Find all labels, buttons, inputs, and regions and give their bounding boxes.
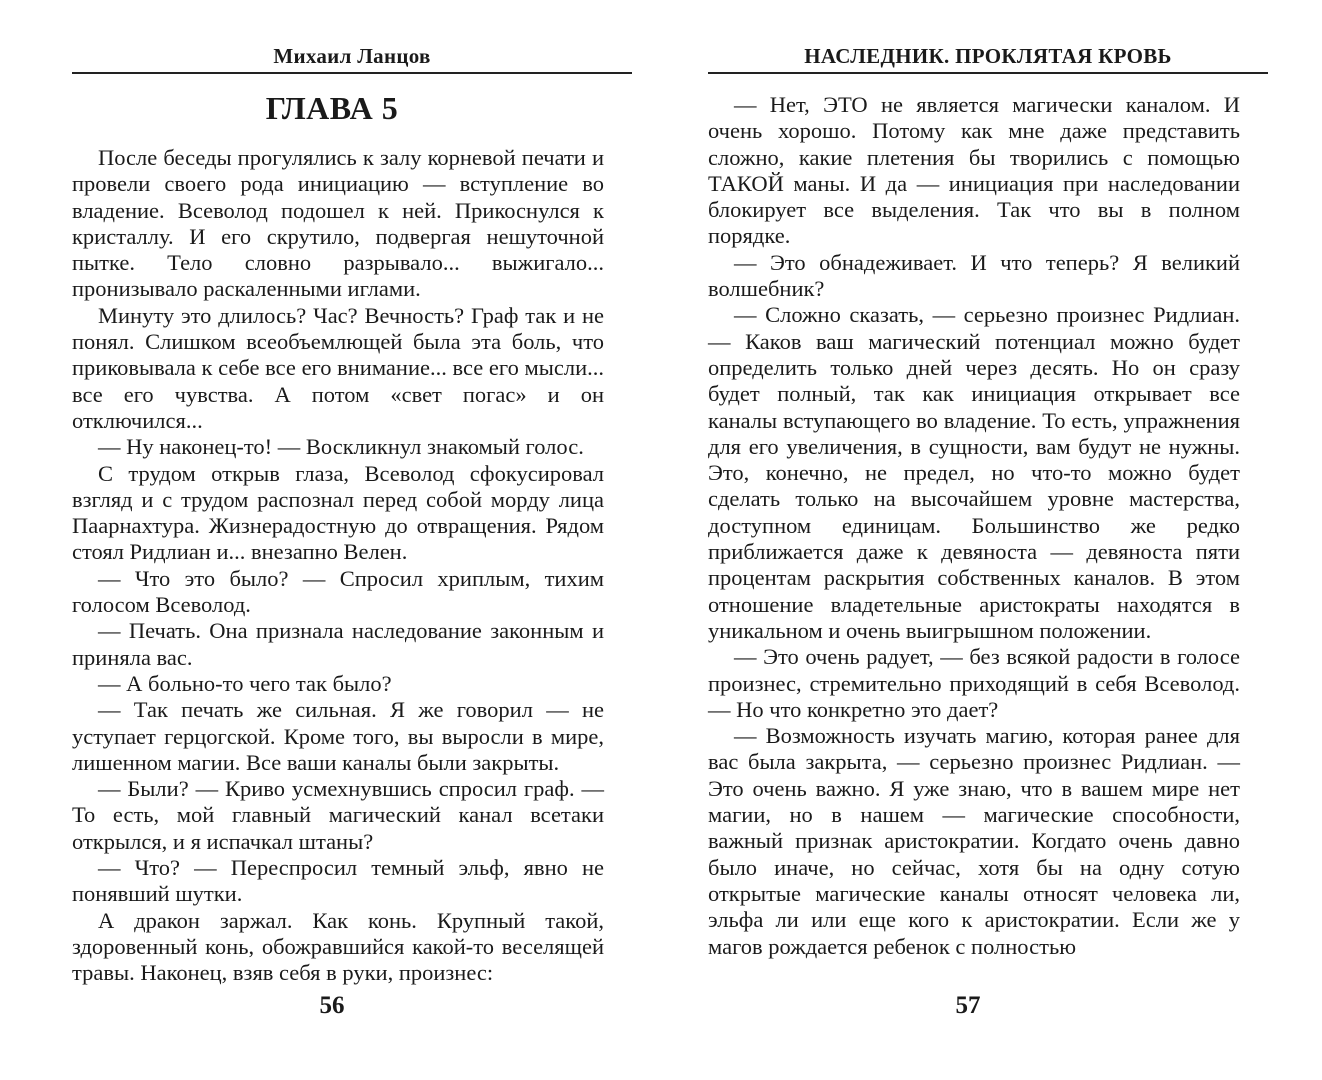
header-rule [72, 72, 632, 74]
paragraph: — Печать. Она признала наследование законным и приняла вас. [72, 618, 604, 670]
paragraph: — Сложно сказать, — серьезно произнес Ридлиан. — Каков ваш магический потенциал можно будет определить только дней через десять. Но он сразу будет полный, так как инициация открывает все каналы вступающего во владение. То есть, упражнения для его увеличения, в сущности, вам будут не нужны. Это, конечно, не предел, но что-то можно будет сделать только на высочайшем уровне мастерства, доступном единицам. Большинство же редко приближается даже к девяноста — девяноста пяти процентам раскрытия собственных каналов. В этом отношение владетельные аристократы находятся в уникальном и очень выигрышном положении. [708, 302, 1240, 643]
paragraph: После беседы прогулялись к залу корневой печати и провели своего рода инициацию — вступление во владение. Всеволод подошел к ней. Прикоснулся к кристаллу. И его скрутило, подвергая нешуточной пытке. Тело словно разрывало... выжигало... пронизывало раскаленными иглами. [72, 145, 604, 302]
running-head-author: Михаил Ланцов [273, 44, 431, 68]
header-rule [708, 72, 1268, 74]
paragraph: — Так печать же сильная. Я же говорил — не уступает герцогской. Кроме того, вы выросли в мире, лишенном магии. Все ваши каналы были закрыты. [72, 697, 604, 775]
page-number-left: 56 [319, 992, 345, 1019]
right-page [708, 0, 1268, 1080]
paragraph: — Возможность изучать магию, которая ранее для вас была закрыта, — серьезно произнес Ридлиан. — Это очень важно. Я уже знаю, что в вашем мире нет магии, но в нашем — магические способности, важный признак аристократии. Когдато очень давно было иначе, но сейчас, хотя бы на одну сотую открытые магические каналы относят человека ли, эльфа ли или еще кого к аристократии. Если же у магов рождается ребенок с полностью [708, 723, 1240, 959]
running-head-title: НАСЛЕДНИК. ПРОКЛЯТАЯ КРОВЬ [804, 44, 1172, 68]
paragraph: — А больно-то чего так было? [98, 670, 392, 696]
paragraph: — Ну наконец-то! — Воскликнул знакомый голос. [98, 434, 584, 460]
paragraph: — Были? — Криво усмехнувшись спросил граф. — То есть, мой главный магический канал всетаки открылся, и я испачкал штаны? [72, 776, 604, 854]
paragraph: — Это очень радует, — без всякой радости в голосе произнес, стремительно приходящий в себя Всеволод. — Но что конкретно это дает? [708, 644, 1240, 722]
paragraph: — Это обнадеживает. И что теперь? Я великий волшебник? [708, 249, 1240, 302]
paragraph: — Что это было? — Спросил хриплым, тихим голосом Всеволод. [72, 565, 604, 618]
paragraph: А дракон заржал. Как конь. Крупный такой, здоровенный конь, обожравшийся какой-то веселящей травы. Наконец, взяв себя в руки, произнес: [72, 907, 604, 986]
paragraph: — Что? — Переспросил темный эльф, явно не понявший шутки. [72, 855, 604, 907]
right-body-text [708, 92, 1240, 960]
page-number-right: 57 [955, 992, 981, 1019]
chapter-title: ГЛАВА 5 [265, 90, 399, 126]
left-page [72, 0, 632, 1080]
paragraph: — Нет, ЭТО не является магически каналом. И очень хорошо. Потому как мне даже представить сложно, какие плетения бы творились с помощью ТАКОЙ маны. И да — инициация при наследовании блокирует все выделения. Так что вы в полном порядке. [708, 92, 1240, 249]
paragraph: С трудом открыв глаза, Всеволод сфокусировал взгляд и с трудом распознал перед собой морду лица Паарнахтура. Жизнерадостную до отвращения. Рядом стоял Ридлиан и... внезапно Велен. [72, 460, 604, 565]
paragraph: Минуту это длилось? Час? Вечность? Граф так и не понял. Слишком всеобъемлющей была эта боль, что приковывала к себе все его внимание... все его мысли... все его чувства. А потом «свет погас» и он отключился... [72, 302, 604, 433]
left-body-text [72, 145, 604, 987]
